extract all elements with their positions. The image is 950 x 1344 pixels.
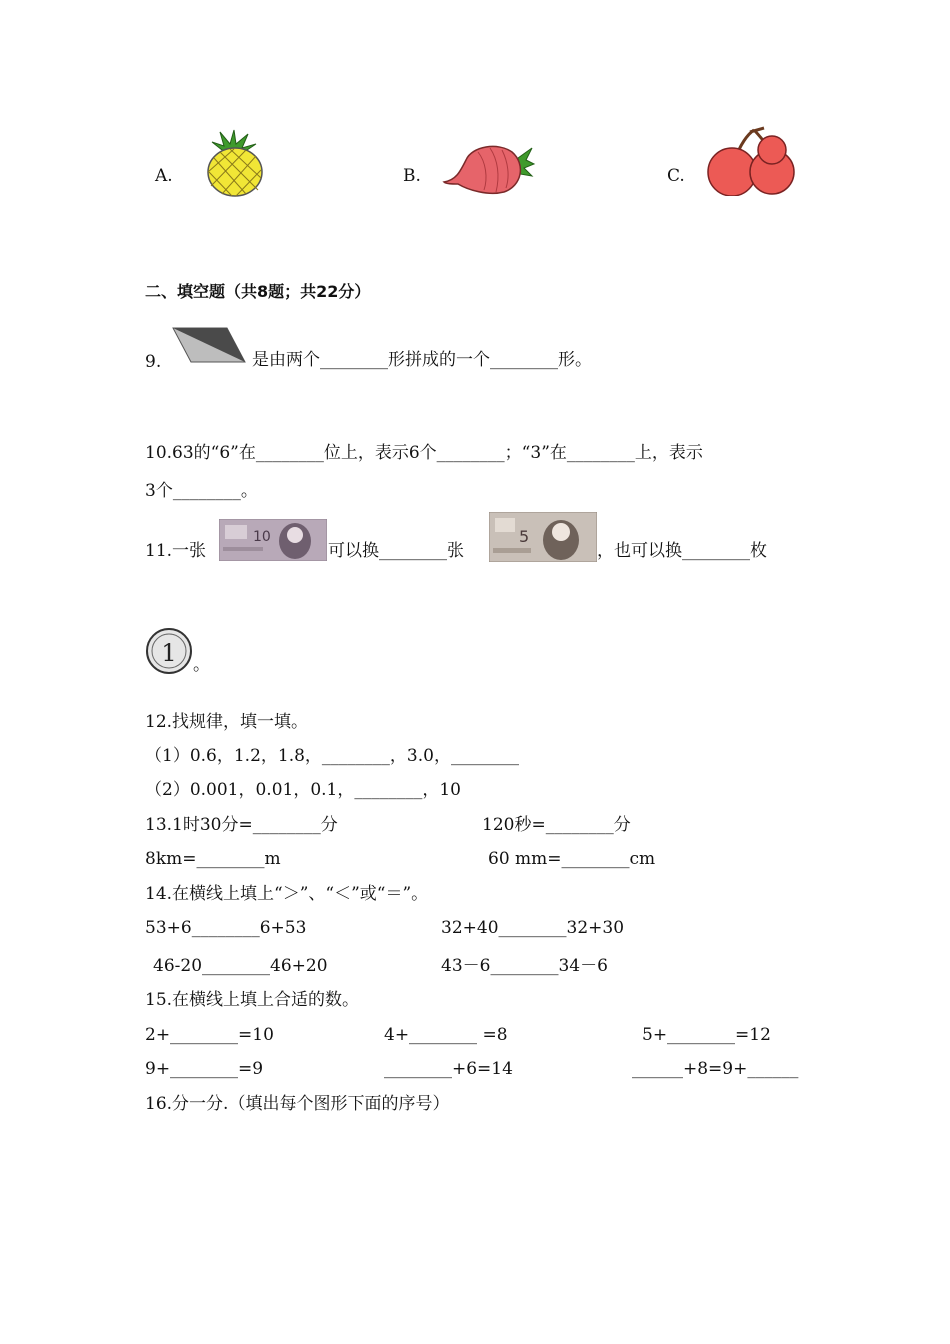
q15-title: 15.在横线上填上合适的数。 <box>145 990 360 1010</box>
option-b-label: B. <box>403 166 421 186</box>
option-a-label: A. <box>155 166 173 186</box>
q15-e: ________+6=14 <box>384 1059 513 1079</box>
svg-text:10: 10 <box>253 529 271 545</box>
q14-c: 46-20________46+20 <box>153 956 328 976</box>
q13-a: 13.1时30分=________分 <box>145 815 338 835</box>
ten-yuan-banknote-icon <box>219 519 327 561</box>
option-c-label: C. <box>667 166 685 186</box>
q10-line1: 10.63的“6”在________位上，表示6个________；“3”在________上，表示 <box>145 443 703 463</box>
q13-c: 8km=________m <box>145 849 281 869</box>
q15-f: ______+8=9+______ <box>632 1059 799 1079</box>
svg-text:1: 1 <box>161 639 177 667</box>
radish-icon <box>438 138 536 198</box>
q12-line2: （2）0.001，0.01，0.1，________，10 <box>145 780 462 800</box>
q15-c: 5+________=12 <box>642 1025 771 1045</box>
section-title: 二、填空题（共8题；共22分） <box>145 282 371 301</box>
q13-b: 120秒=________分 <box>482 815 631 835</box>
q12-line1: （1）0.6，1.2，1.8，________，3.0，________ <box>145 746 519 766</box>
q15-d: 9+________=9 <box>145 1059 264 1079</box>
q10-line2: 3个________。 <box>145 481 258 501</box>
q16-title: 16.分一分.（填出每个图形下面的序号） <box>145 1094 450 1114</box>
q11-end: 。 <box>193 655 210 675</box>
pineapple-icon <box>198 128 268 198</box>
q11-part3: ，也可以换________枚 <box>597 541 767 561</box>
q14-b: 32+40________32+30 <box>441 918 625 938</box>
q9-number: 9. <box>145 352 162 372</box>
q14-d: 43－6________34－6 <box>441 956 608 976</box>
cherry-icon <box>702 126 800 196</box>
five-yuan-banknote-icon <box>489 512 597 562</box>
q14-title: 14.在横线上填上“＞”、“＜”或“＝”。 <box>145 884 429 904</box>
q11-part1: 11.一张 <box>145 541 207 561</box>
q11-part2: 可以换________张 <box>328 541 464 561</box>
q13-d: 60 mm=________cm <box>488 849 656 869</box>
q14-a: 53+6________6+53 <box>145 918 307 938</box>
q12-title: 12.找规律，填一填。 <box>145 712 309 732</box>
q15-b: 4+________ =8 <box>384 1025 508 1045</box>
one-yuan-coin-icon <box>145 627 193 675</box>
q9-text: 是由两个________形拼成的一个________形。 <box>252 350 592 370</box>
parallelogram-icon <box>171 326 247 364</box>
svg-text:5: 5 <box>519 527 530 546</box>
q15-a: 2+________=10 <box>145 1025 274 1045</box>
